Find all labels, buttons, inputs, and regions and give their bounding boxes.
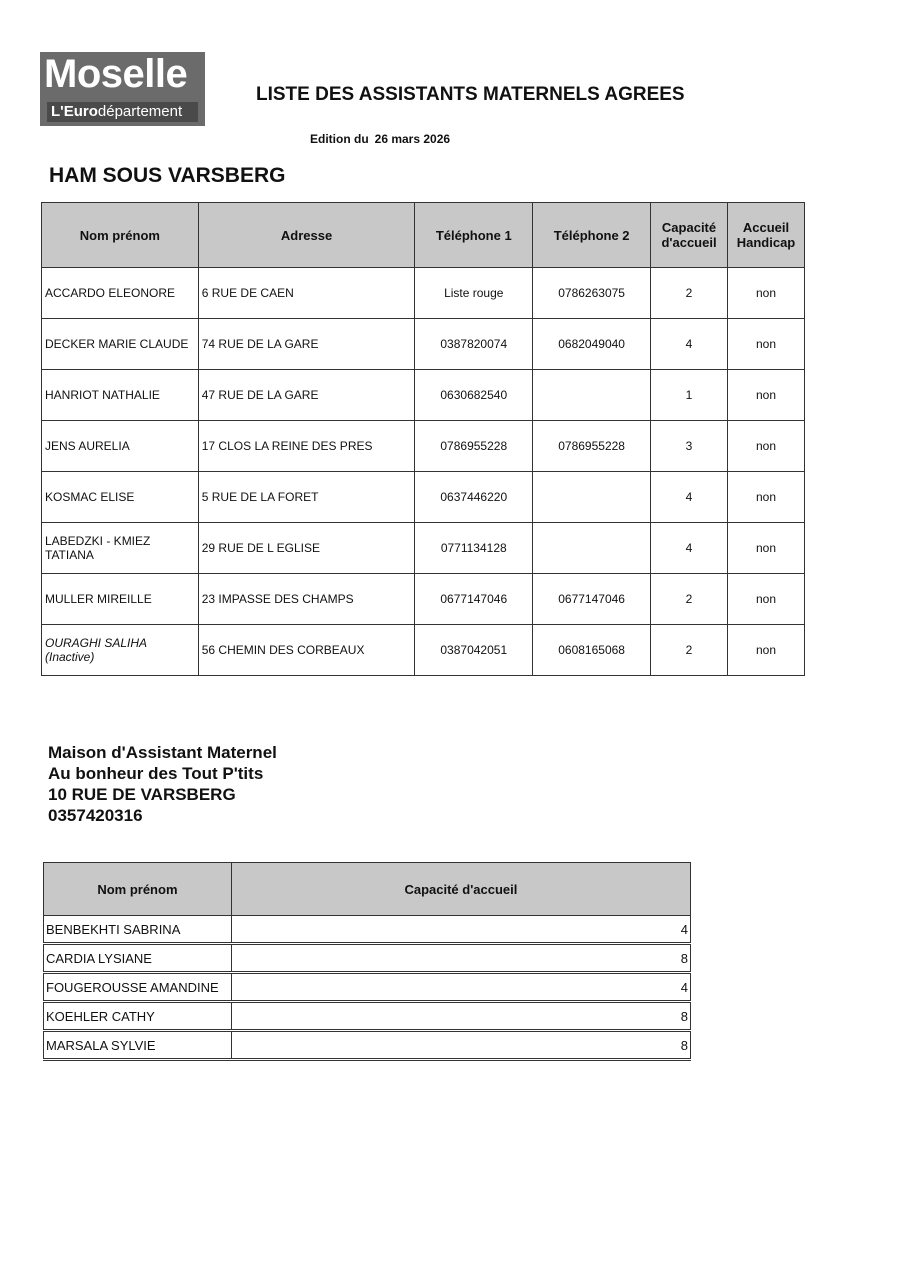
cell-handicap-text: non [755, 286, 777, 300]
cell-name-text: DECKER MARIE CLAUDE [45, 337, 189, 351]
mam-table-row [44, 973, 691, 1002]
cell-capacity [651, 268, 728, 319]
cell-phone2 [533, 472, 651, 523]
cell-phone2-text: 0682049040 [558, 337, 625, 351]
cell-name-text: JENS AURELIA [45, 439, 130, 453]
cell-handicap-text: non [755, 541, 777, 555]
mam-table [43, 862, 691, 1061]
col-header-capacity: Capacité d'accueil [651, 203, 728, 268]
cell-capacity [651, 523, 728, 574]
cell-capacity-text: 1 [685, 388, 693, 402]
logo-sub-rest: département [97, 103, 183, 120]
cell-capacity-text: 2 [685, 286, 693, 300]
edition-line [310, 132, 450, 146]
logo-subtitle [47, 102, 198, 122]
cell-address-text: 5 RUE DE LA FORET [201, 490, 319, 504]
mam-cell-capacity: 8 [231, 944, 690, 973]
mam-phone: 0357420316 [48, 806, 143, 825]
cell-capacity [651, 370, 728, 421]
cell-phone1-text: 0637446220 [440, 490, 508, 504]
town-heading: HAM SOUS VARSBERG [49, 164, 286, 187]
cell-capacity [651, 319, 728, 370]
col-header-handicap: Accueil Handicap [728, 203, 805, 268]
cell-phone1 [415, 574, 533, 625]
cell-phone1 [415, 625, 533, 676]
mam-cell-capacity: 8 [231, 1031, 690, 1060]
mam-cell-capacity: 4 [231, 973, 690, 1002]
cell-phone1 [415, 472, 533, 523]
cell-phone1-text: 0630682540 [440, 388, 508, 402]
cell-phone1 [415, 268, 533, 319]
cell-phone1 [415, 523, 533, 574]
cell-name [42, 370, 199, 421]
cell-handicap-text: non [755, 592, 777, 606]
cell-phone1 [415, 370, 533, 421]
cell-phone1 [415, 319, 533, 370]
cell-phone2-text: 0786263075 [558, 286, 625, 300]
cell-capacity-text: 4 [685, 541, 693, 555]
mam-table-row [44, 944, 691, 973]
cell-capacity-text: 2 [685, 643, 693, 657]
cell-handicap [728, 421, 805, 472]
col-header-phone1: Téléphone 1 [415, 203, 533, 268]
cell-phone1 [415, 421, 533, 472]
cell-name [42, 421, 199, 472]
cell-phone2 [533, 625, 651, 676]
cell-address-text: 47 RUE DE LA GARE [201, 388, 319, 402]
col-header-address: Adresse [198, 203, 415, 268]
cell-handicap [728, 370, 805, 421]
cell-phone2 [533, 319, 651, 370]
cell-name [42, 574, 199, 625]
cell-capacity-text: 4 [685, 337, 693, 351]
cell-address [198, 319, 415, 370]
cell-name-text: MULLER MIREILLE [45, 592, 152, 606]
cell-phone1-text: 0387042051 [440, 643, 508, 657]
table-header-row [42, 203, 805, 268]
mam-address: 10 RUE DE VARSBERG [48, 785, 236, 804]
edition-label: Edition du [310, 132, 369, 146]
mam-cell-name: BENBEKHTI SABRINA [44, 916, 232, 944]
table-row [42, 268, 805, 319]
cell-handicap-text: non [755, 388, 777, 402]
cell-phone2-text: 0677147046 [558, 592, 625, 606]
mam-col-header-capacity: Capacité d'accueil [231, 863, 690, 916]
cell-handicap-text: non [755, 490, 777, 504]
col-header-phone2: Téléphone 2 [533, 203, 651, 268]
cell-address [198, 574, 415, 625]
cell-phone1-text: 0387820074 [440, 337, 508, 351]
cell-phone1-text: Liste rouge [444, 286, 504, 300]
cell-status-text: (Inactive) [45, 650, 95, 664]
cell-address [198, 421, 415, 472]
mam-cell-capacity: 8 [231, 1002, 690, 1031]
cell-capacity-text: 4 [685, 490, 693, 504]
cell-name-text: LABEDZKI - KMIEZ TATIANA [45, 534, 151, 562]
cell-address [198, 523, 415, 574]
cell-address [198, 268, 415, 319]
cell-handicap-text: non [755, 439, 777, 453]
assistants-table [41, 202, 805, 676]
cell-phone2 [533, 574, 651, 625]
document-title: LISTE DES ASSISTANTS MATERNELS AGREES [256, 84, 685, 105]
mam-cell-name: MARSALA SYLVIE [44, 1031, 232, 1060]
cell-name [42, 523, 199, 574]
col-header-name: Nom prénom [42, 203, 199, 268]
cell-name-text: KOSMAC ELISE [45, 490, 135, 504]
cell-handicap [728, 625, 805, 676]
cell-name-text: ACCARDO ELEONORE [45, 286, 176, 300]
cell-address-text: 17 CLOS LA REINE DES PRES [201, 439, 373, 453]
cell-address-text: 6 RUE DE CAEN [201, 286, 294, 300]
mam-header-row [44, 863, 691, 916]
mam-cell-capacity: 4 [231, 916, 690, 944]
cell-capacity [651, 574, 728, 625]
cell-handicap-text: non [755, 337, 777, 351]
cell-name [42, 625, 199, 676]
cell-phone1-text: 0771134128 [440, 541, 507, 555]
cell-address [198, 472, 415, 523]
cell-name-text: OURAGHI SALIHA [45, 636, 148, 650]
table-row [42, 523, 805, 574]
cell-phone2-text: 0608165068 [558, 643, 625, 657]
cell-address-text: 29 RUE DE L EGLISE [201, 541, 321, 555]
mam-table-row [44, 916, 691, 944]
cell-phone2 [533, 421, 651, 472]
cell-capacity-text: 2 [685, 592, 693, 606]
cell-address [198, 625, 415, 676]
logo-sub-bold: L'Euro [51, 103, 98, 120]
cell-handicap [728, 472, 805, 523]
mam-info [48, 742, 277, 826]
edition-date: 26 mars 2026 [374, 132, 451, 146]
cell-phone2 [533, 370, 651, 421]
mam-type: Maison d'Assistant Maternel [48, 743, 277, 762]
cell-capacity [651, 625, 728, 676]
cell-phone2 [533, 268, 651, 319]
cell-phone2 [533, 523, 651, 574]
cell-capacity-text: 3 [685, 439, 693, 453]
cell-address-text: 74 RUE DE LA GARE [201, 337, 319, 351]
cell-capacity [651, 472, 728, 523]
cell-handicap [728, 268, 805, 319]
table-row [42, 319, 805, 370]
cell-address-text: 56 CHEMIN DES CORBEAUX [201, 643, 365, 657]
mam-cell-name: FOUGEROUSSE AMANDINE [44, 973, 232, 1002]
mam-cell-name: KOEHLER CATHY [44, 1002, 232, 1031]
cell-phone1-text: 0677147046 [440, 592, 508, 606]
cell-address [198, 370, 415, 421]
cell-handicap [728, 523, 805, 574]
table-row [42, 370, 805, 421]
logo-brand: Moselle [44, 52, 188, 96]
table-row [42, 574, 805, 625]
cell-capacity [651, 421, 728, 472]
table-row [42, 421, 805, 472]
moselle-logo [40, 52, 205, 126]
cell-handicap-text: non [755, 643, 777, 657]
cell-handicap [728, 319, 805, 370]
cell-name [42, 268, 199, 319]
cell-phone2-text: 0786955228 [558, 439, 625, 453]
mam-table-row [44, 1002, 691, 1031]
cell-name-text: HANRIOT NATHALIE [45, 388, 160, 402]
mam-col-header-name: Nom prénom [44, 863, 232, 916]
cell-address-text: 23 IMPASSE DES CHAMPS [201, 592, 354, 606]
mam-cell-name: CARDIA LYSIANE [44, 944, 232, 973]
table-row [42, 472, 805, 523]
cell-handicap [728, 574, 805, 625]
table-row [42, 625, 805, 676]
mam-table-row [44, 1031, 691, 1060]
cell-name [42, 319, 199, 370]
cell-name [42, 472, 199, 523]
cell-phone1-text: 0786955228 [440, 439, 508, 453]
mam-name: Au bonheur des Tout P'tits [48, 764, 264, 783]
